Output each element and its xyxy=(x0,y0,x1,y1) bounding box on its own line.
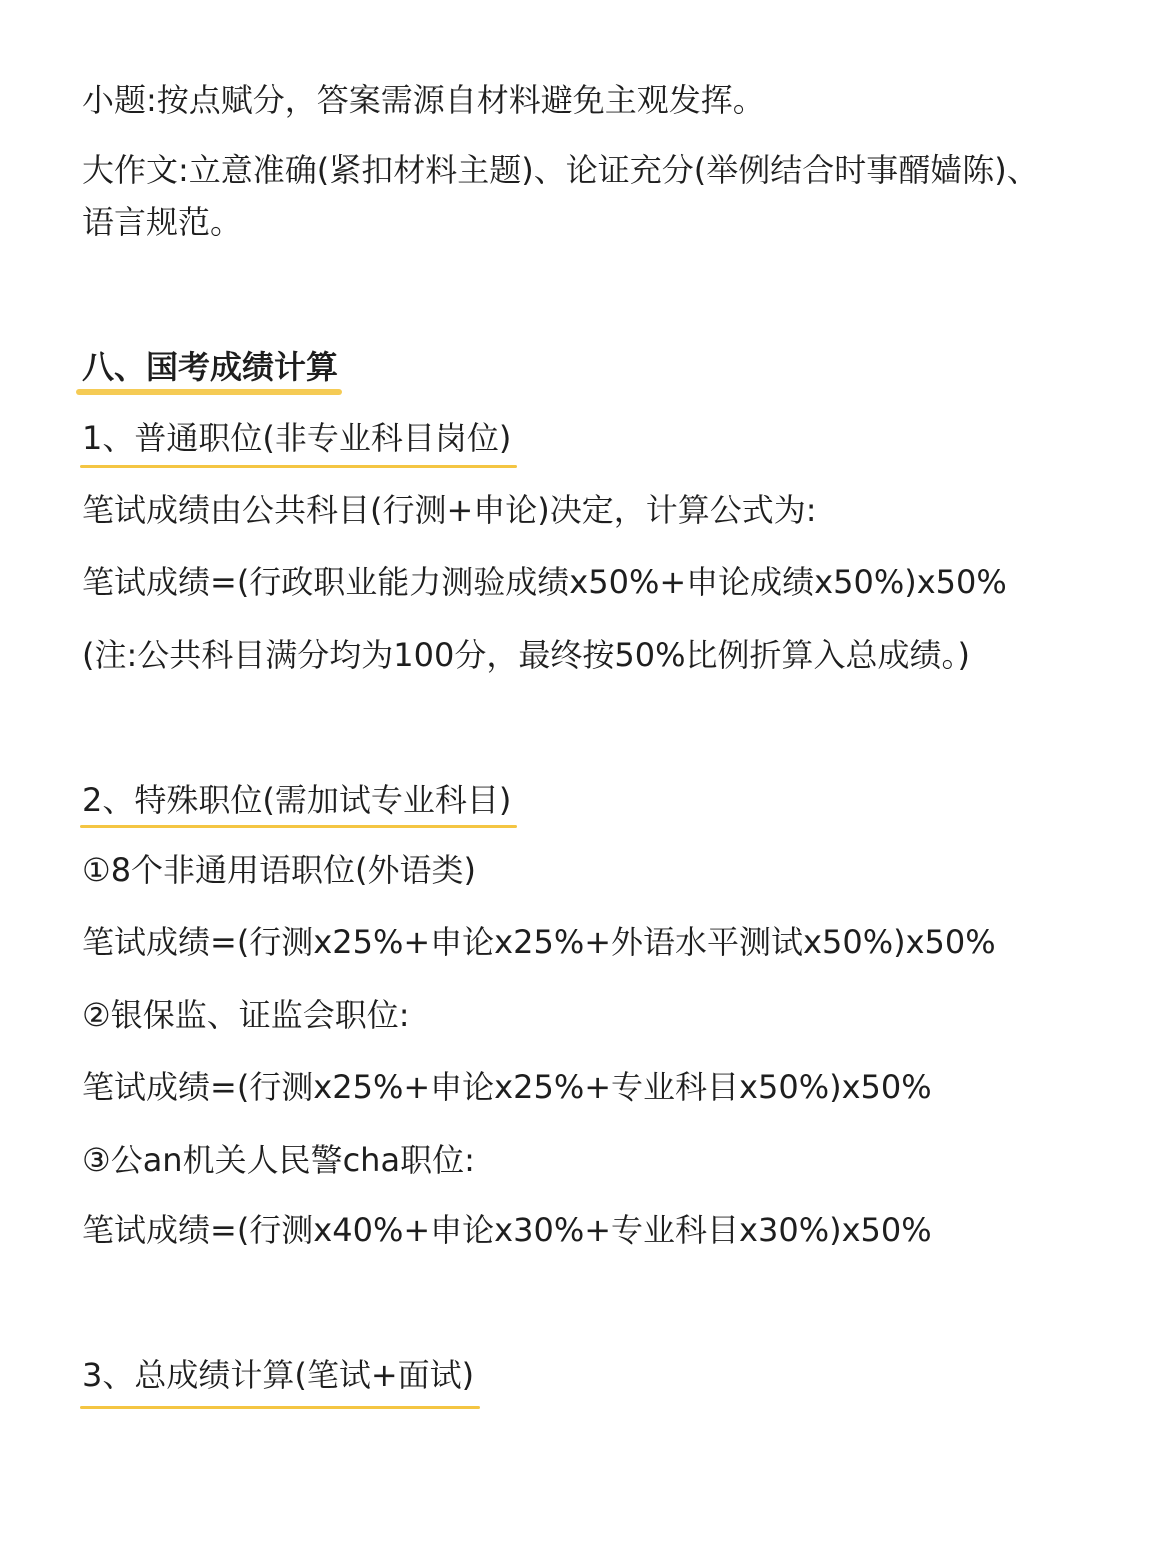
position-item-formula: 笔试成绩=(行测x25%+申论x25%+专业科目x50%)x50% xyxy=(82,1068,932,1106)
section-heading xyxy=(82,347,338,387)
intro-line-1: 小题:按点赋分，答案需源自材料避免主观发挥。 xyxy=(82,81,765,119)
position-item-formula: 笔试成绩=(行测x40%+申论x30%+专业科目x30%)x50% xyxy=(82,1211,932,1249)
subsection-2-title: 2、特殊职位(需加试专业科目) xyxy=(82,780,515,820)
subsection-1-formula: 笔试成绩=(行政职业能力测验成绩x50%+申论成绩x50%)x50% xyxy=(82,563,1007,601)
subsection-1-heading xyxy=(82,418,515,458)
intro-line-3: 语言规范。 xyxy=(82,203,243,241)
subsection-3-heading xyxy=(82,1355,478,1395)
position-item-label: ③公an机关人民警cha职位: xyxy=(82,1141,475,1179)
position-item-label: ①8个非通用语职位(外语类) xyxy=(82,851,477,889)
intro-line-2: 大作文:立意准确(紧扣材料主题)、论证充分(举例结合时事醑嫱陈)、 xyxy=(82,151,1039,189)
subsection-2-heading xyxy=(82,780,515,820)
position-item-formula: 笔试成绩=(行测x25%+申论x25%+外语水平测试x50%)x50% xyxy=(82,923,996,961)
subsection-1-title: 1、普通职位(非专业科目岗位) xyxy=(82,418,515,458)
section-title: 八、国考成绩计算 xyxy=(82,348,339,386)
subsection-1-note: (注:公共科目满分均为100分，最终按50%比例折算入总成绩。) xyxy=(82,636,970,674)
subsection-3-title: 3、总成绩计算(笔试+面试) xyxy=(82,1355,478,1395)
subsection-1-desc: 笔试成绩由公共科目(行测+申论)决定，计算公式为: xyxy=(82,491,817,529)
position-item-label: ②银保监、证监会职位: xyxy=(82,996,410,1034)
